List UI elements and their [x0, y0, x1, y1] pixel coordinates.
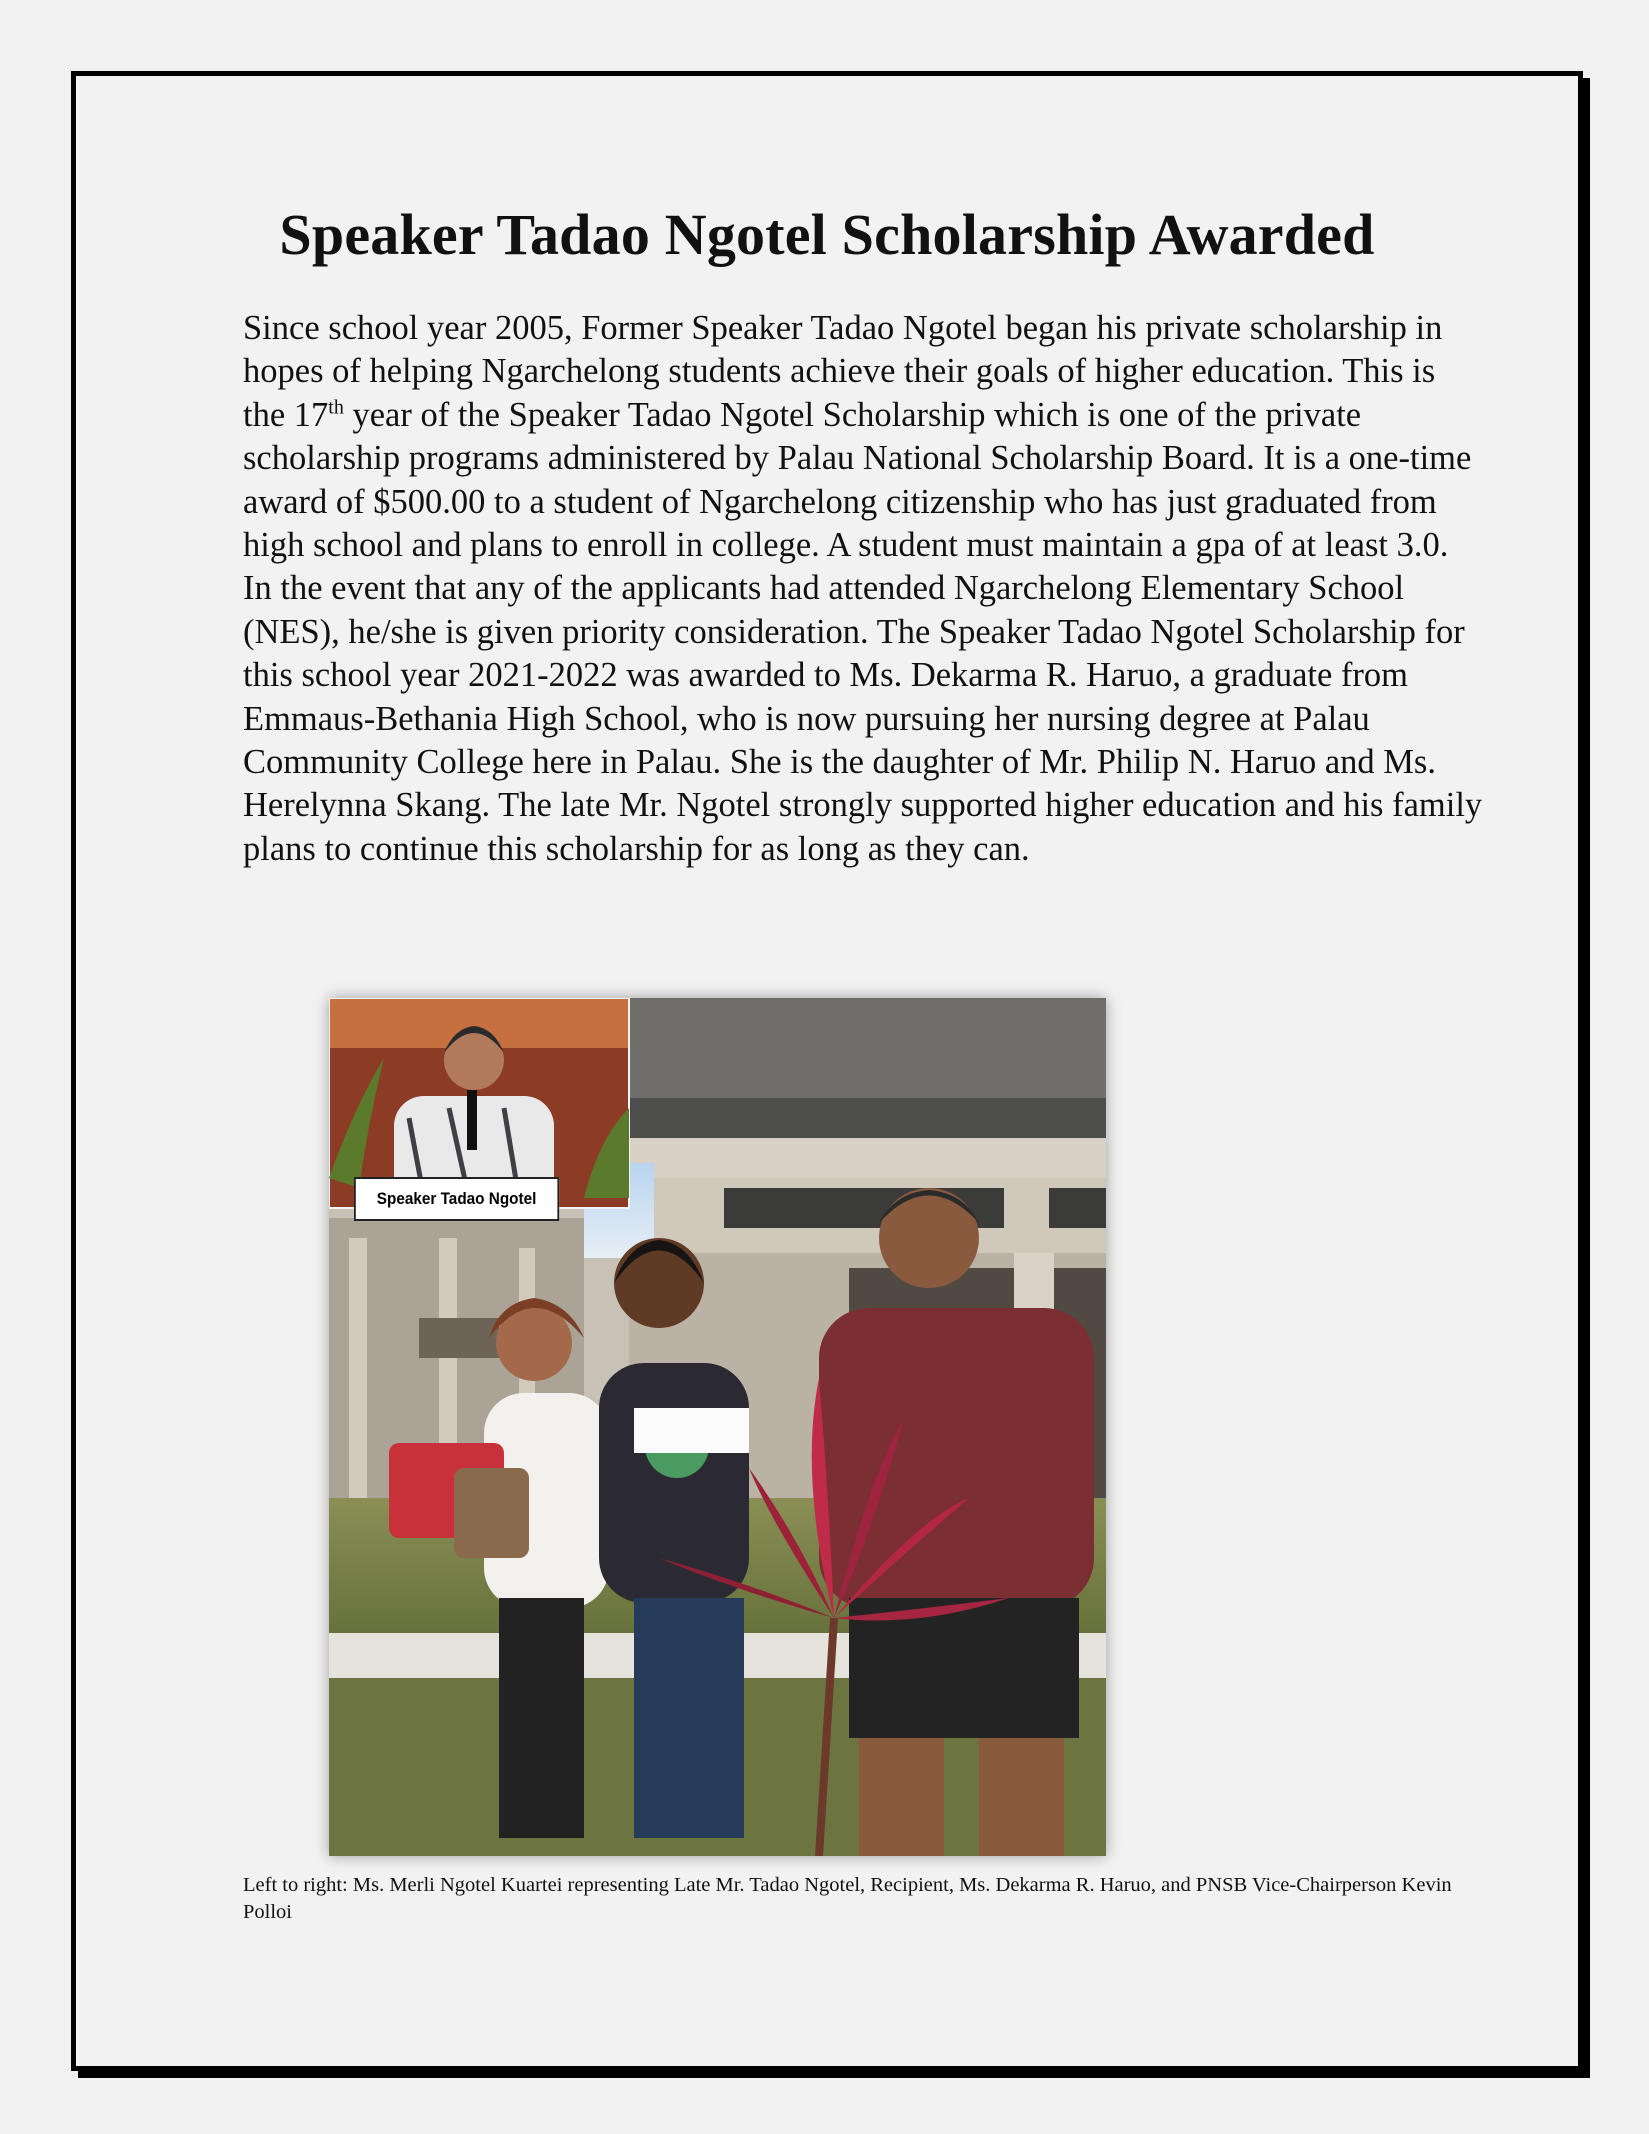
page-frame	[71, 71, 1583, 2071]
article-body-part2: year of the Speaker Tadao Ngotel Scholarship which is one of the private scholarship programs administered by Palau National Scholarship Board. It is a one-time award of $500.00 to a student of Ngarchelong citizenship who has just graduated from high school and plans to enroll in college. A student must maintain a gpa of at least 3.0. In the event that any of the applicants had attended Ngarchelong Elementary School (NES), he/she is given priority consideration. The Speaker Tadao Ngotel Scholarship for this school year 2021-2022 was awarded to Ms. Dekarma R. Haruo, a graduate from Emmaus-Bethania High School, who is now pursuing her nursing degree at Palau Community College here in Palau. She is the daughter of Mr. Philip N. Haruo and Ms. Herelynna Skang. The late Mr. Ngotel strongly supported higher education and his family plans to continue this scholarship for as long as they can.	[243, 395, 1483, 868]
inset-photo-label: Speaker Tadao Ngotel	[354, 1177, 559, 1221]
article-body	[243, 307, 1483, 871]
article-title: Speaker Tadao Ngotel Scholarship Awarded	[279, 202, 1375, 267]
article-body-part1: Since school year 2005, Former Speaker Tadao Ngotel began his private scholarship in hopes of helping Ngarchelong students achieve their goals of higher education. This is the 17	[243, 309, 1443, 434]
award-photo	[329, 998, 1106, 1856]
photo-caption: Left to right: Ms. Merli Ngotel Kuartei representing Late Mr. Tadao Ngotel, Recipient, Ms. Dekarma R. Haruo, and PNSB Vice-Chairperson Kevin Polloi	[243, 1874, 1452, 1923]
award-photo-illustration	[329, 998, 1106, 1856]
ordinal-suffix: th	[328, 396, 344, 419]
